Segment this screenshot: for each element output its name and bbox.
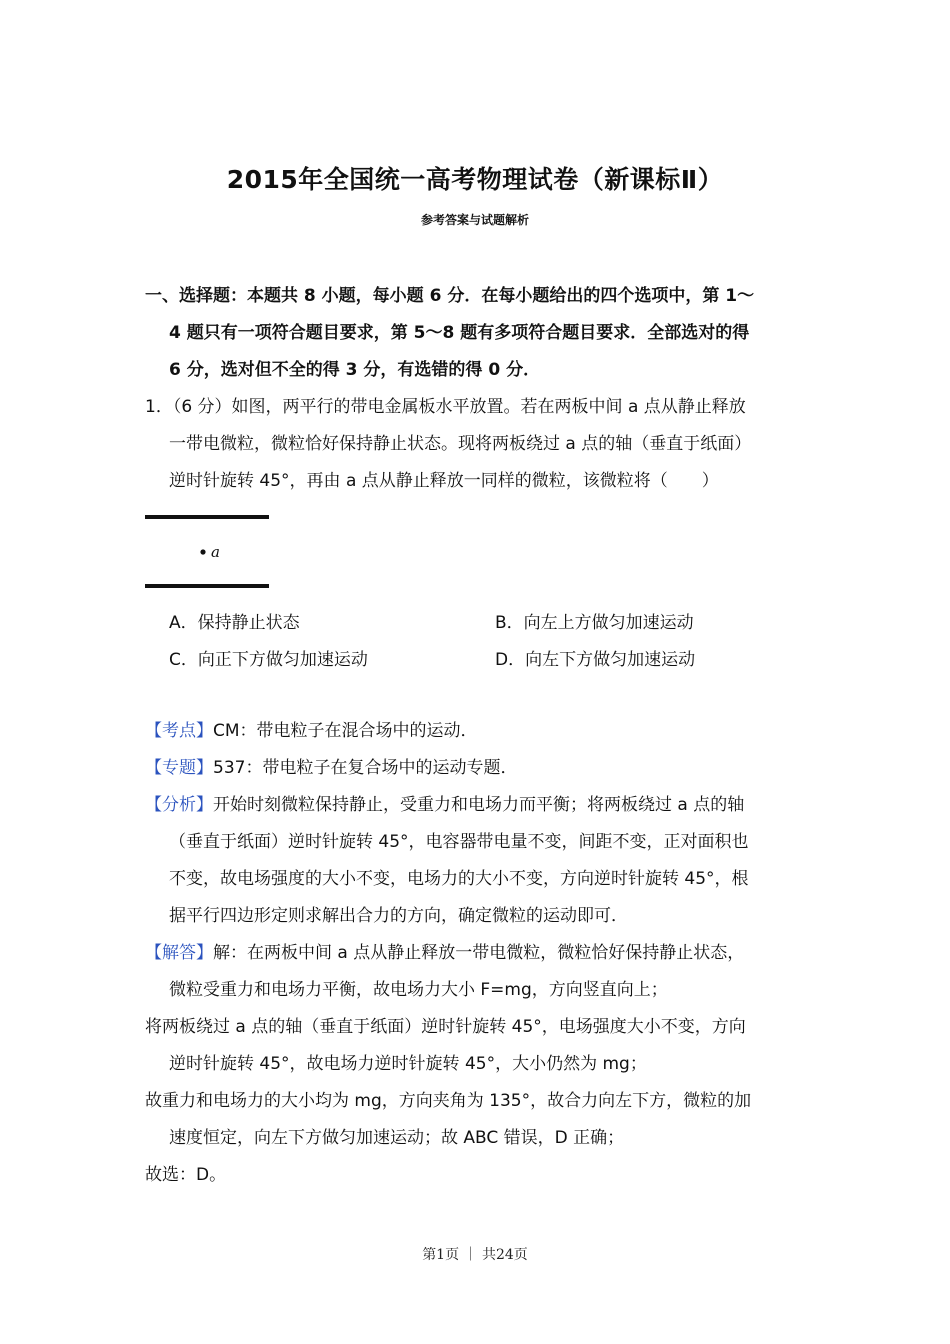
jieda-line: 逆时针旋转 45°，故电场力逆时针旋转 45°，大小仍然为 mg； (169, 1054, 647, 1074)
kaodian-block (145, 713, 810, 1194)
jieda-line: 微粒受重力和电场力平衡，故电场力大小 F=mg，方向竖直向上； (169, 980, 668, 1000)
kaodian-tag: 【考点】 (145, 721, 213, 741)
jieda-line: 将两板绕过 a 点的轴（垂直于纸面）逆时针旋转 45°，电场强度大小不变，方向 (145, 1017, 746, 1037)
fenxi-line: （垂直于纸面）逆时针旋转 45°，电容器带电量不变，间距不变，正对面积也 (169, 832, 749, 852)
jieda-line: 解：在两板中间 a 点从静止释放一带电微粒，微粒恰好保持静止状态， (213, 943, 745, 963)
option-b: B．向左上方做匀加速运动 (495, 613, 694, 633)
fenxi-line: 据平行四边形定则求解出合力的方向，确定微粒的运动即可． (169, 906, 628, 926)
question-line: 逆时针旋转 45°，再由 a 点从静止释放一同样的微粒，该微粒将（ ） (169, 471, 719, 491)
question-line: 一带电微粒，微粒恰好保持静止状态。现将两板绕过 a 点的轴（垂直于纸面） (169, 434, 752, 454)
point-a-dot (200, 549, 205, 554)
zhuanti-text: 537：带电粒子在复合场中的运动专题． (213, 758, 518, 778)
zhuanti-tag: 【专题】 (145, 758, 213, 778)
section-line: 一、选择题：本题共 8 小题，每小题 6 分．在每小题给出的四个选项中，第 1～ (145, 286, 755, 306)
option-d: D．向左下方做匀加速运动 (495, 650, 696, 670)
jieda-line: 速度恒定，向左下方做匀加速运动；故 ABC 错误，D 正确； (169, 1128, 625, 1148)
fenxi-tag: 【分析】 (145, 795, 213, 815)
fenxi-line: 开始时刻微粒保持静止，受重力和电场力而平衡；将两板绕过 a 点的轴 (213, 795, 745, 815)
section-line: 4 题只有一项符合题目要求，第 5～8 题有多项符合题目要求．全部选对的得 (169, 323, 750, 343)
section-instructions (145, 278, 810, 389)
fenxi-line: 不变，故电场强度的大小不变，电场力的大小不变，方向逆时针旋转 45°，根 (169, 869, 749, 889)
answer-line: 故选：D。 (145, 1165, 227, 1185)
jieda-line: 故重力和电场力的大小均为 mg，方向夹角为 135°，故合力向左下方，微粒的加 (145, 1091, 752, 1111)
lower-plate (145, 584, 269, 588)
upper-plate (145, 515, 269, 519)
page-footer: 第1页 ｜ 共24页 (422, 1247, 528, 1263)
option-c: C．向正下方做匀加速运动 (169, 650, 368, 670)
page-subtitle: 参考答案与试题解析 (420, 213, 529, 227)
section-line: 6 分，选对但不全的得 3 分，有选错的得 0 分． (169, 360, 541, 380)
question-1-stem (145, 389, 810, 500)
jieda-tag: 【解答】 (145, 943, 213, 963)
kaodian-text: CM：带电粒子在混合场中的运动． (213, 721, 478, 741)
point-a-label: a (211, 543, 220, 561)
parallel-plates-figure (145, 512, 275, 594)
page-title: 2015年全国统一高考物理试卷（新课标Ⅱ） (226, 165, 724, 194)
option-a: A．保持静止状态 (169, 613, 300, 633)
question-line: 1．（6 分）如图，两平行的带电金属板水平放置。若在两板中间 a 点从静止释放 (145, 397, 746, 417)
